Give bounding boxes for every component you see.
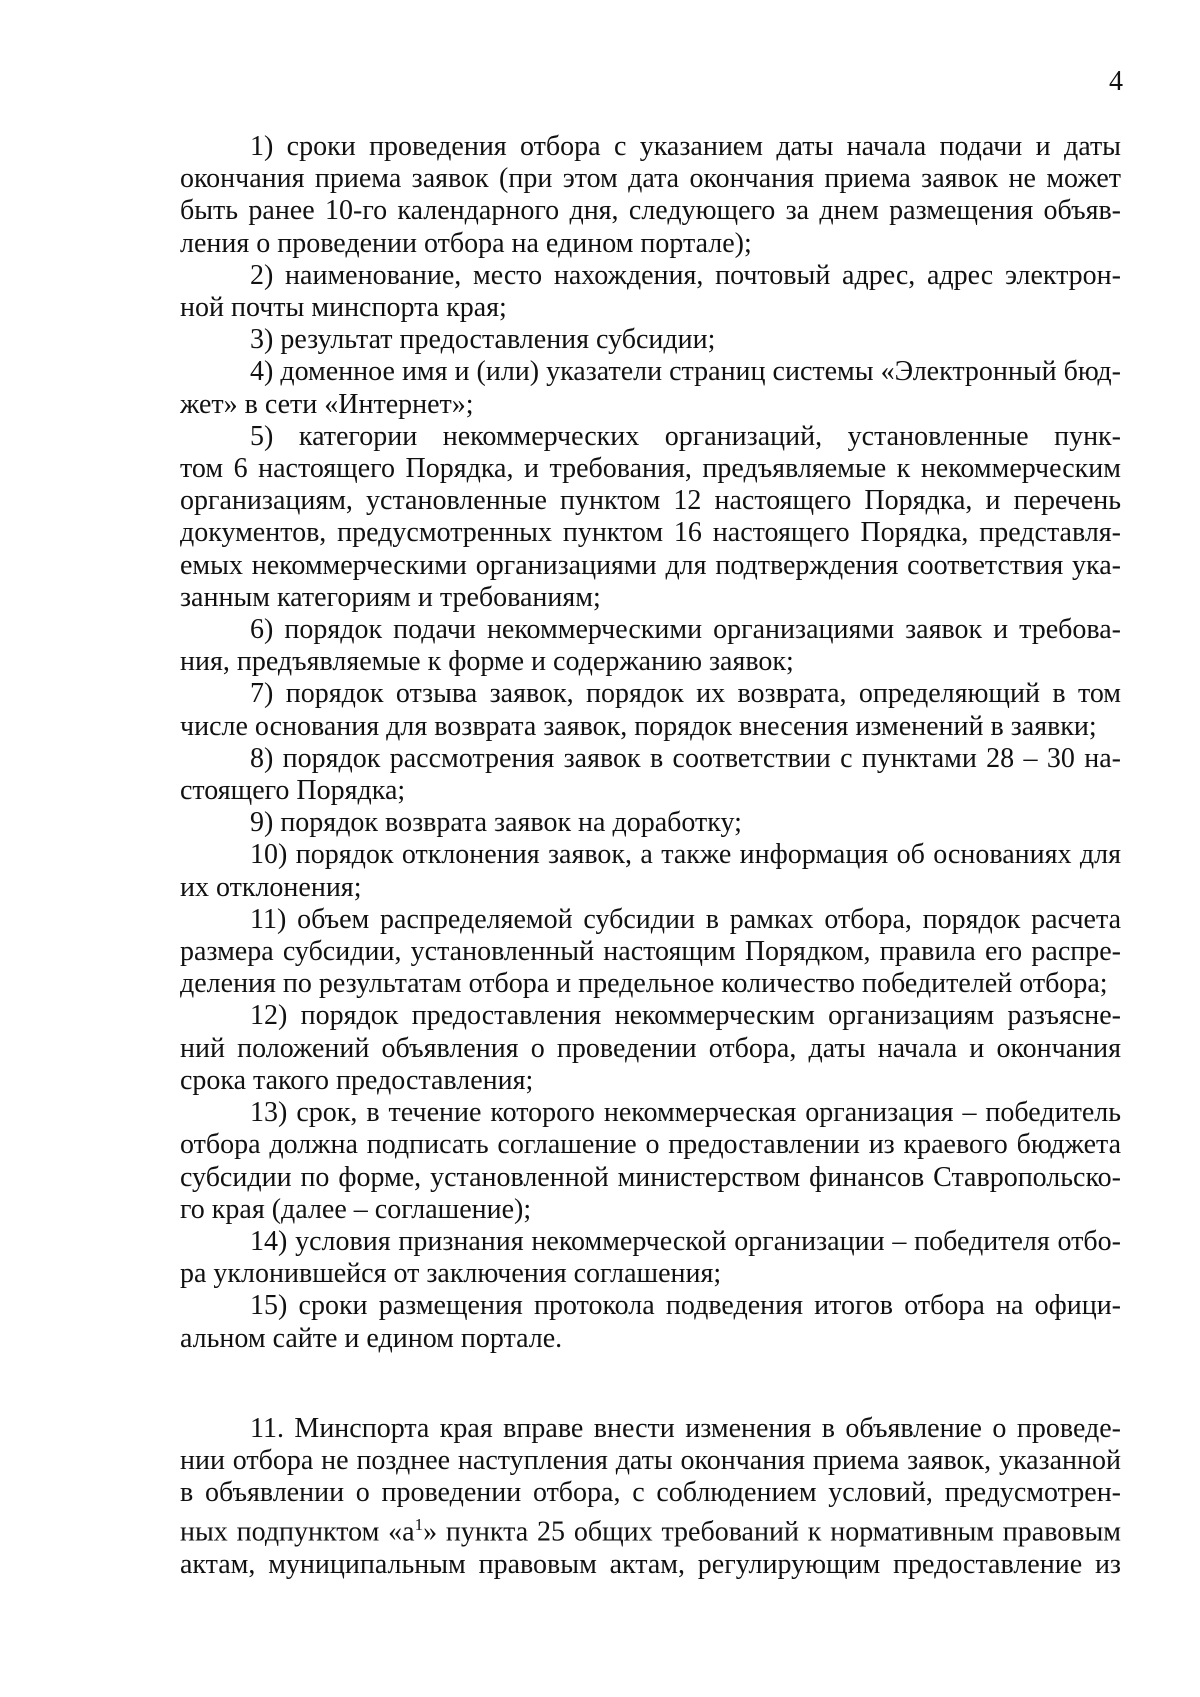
list-item [180,904,1121,1001]
text-line: 13) срок, в течение которого некоммерческая организация – победитель [250,1097,1121,1129]
text-line: альном сайте и едином портале. [180,1322,563,1354]
text-line: документов, предусмотренных пунктом 16 настоящего Порядка, представля- [180,517,1121,549]
text-line: стоящего Порядка; [180,775,406,807]
text-line: в объявлении о проведении отбора, с соблюдением условий, предусмотрен- [180,1477,1121,1509]
list-item [180,1000,1121,1097]
list-item [180,614,1121,678]
text-line: деления по результатам отбора и предельное количество победителей отбора; [180,968,1108,1000]
text-line: 14) условия признания некоммерческой организации – победителя отбо- [250,1225,1121,1257]
enumerated-list [180,131,1121,1355]
list-item [180,839,1121,903]
text-line: актам, муниципальным правовым актам, регулирующим предоставление из [180,1548,1121,1580]
text-line: 8) порядок рассмотрения заявок в соответствии с пунктами 28 – 30 на- [250,742,1121,774]
text-line: жет» в сети «Интернет»; [180,388,474,420]
text-line: 4) доменное имя и (или) указатели страниц системы «Электронный бюд- [250,356,1121,388]
text-line: отбора должна подписать соглашение о предоставлении из краевого бюджета [180,1129,1121,1161]
text-line: 11. Минспорта края вправе внести изменения в объявление о проведе- [250,1412,1121,1444]
list-item [180,1226,1121,1290]
text-line: 15) сроки размещения протокола подведения итогов отбора на офици- [250,1290,1121,1322]
text-line: го края (далее – соглашение); [180,1193,532,1225]
list-item [180,356,1121,420]
list-item [180,743,1121,807]
text-line: организациям, установленные пунктом 12 настоящего Порядка, и перечень [180,485,1121,517]
list-item [180,807,1121,839]
text-fragment: » пункта 25 общих требований к нормативным правовым [423,1516,1121,1548]
list-item [180,421,1121,614]
text-line: быть ранее 10-го календарного дня, следующего за днем размещения объяв- [180,195,1121,227]
list-item [180,260,1121,324]
text-line: 12) порядок предоставления некоммерческим организациям разъясне- [250,1000,1121,1032]
text-line: ния, предъявляемые к форме и содержанию заявок; [180,646,794,678]
text-line: нии отбора не позднее наступления даты окончания приема заявок, указанной [180,1444,1121,1476]
superscript: 1 [414,1515,424,1535]
text-line: 6) порядок подачи некоммерческими организациями заявок и требова- [250,614,1121,646]
text-line: занным категориям и требованиям; [180,581,601,613]
list-item [180,324,1121,356]
page-number: 4 [1109,66,1123,97]
text-line: субсидии по форме, установленной министерством финансов Ставропольско- [180,1161,1121,1193]
text-line: том 6 настоящего Порядка, и требования, предъявляемые к некоммерческим [180,453,1121,485]
text-line: ний положений объявления о проведении отбора, даты начала и окончания [180,1032,1121,1064]
document-body [180,131,1121,1581]
text-line: ной почты минспорта края; [180,292,507,324]
text-line: емых некоммерческими организациями для подтверждения соответствия ука- [180,549,1121,581]
paragraph-11 [180,1413,1121,1581]
text-line [180,1509,1121,1549]
text-line: 3) результат предоставления субсидии; [250,324,716,356]
text-line: 11) объем распределяемой субсидии в рамках отбора, порядок расчета [250,903,1121,935]
text-line: их отклонения; [180,871,362,903]
text-fragment: ных подпунктом «а [180,1516,415,1548]
text-line: 5) категории некоммерческих организаций, установленные пунк- [250,420,1121,452]
text-line: 9) порядок возврата заявок на доработку; [250,807,742,839]
text-line: размера субсидии, установленный настоящим Порядком, правила его распре- [180,936,1121,968]
list-item [180,131,1121,260]
paragraph-gap [180,1355,1121,1413]
text-line: ра уклонившейся от заключения соглашения; [180,1258,722,1290]
text-line: 7) порядок отзыва заявок, порядок их возврата, определяющий в том [250,678,1121,710]
text-line: 2) наименование, место нахождения, почтовый адрес, адрес электрон- [250,259,1121,291]
list-item [180,1097,1121,1226]
text-line: 10) порядок отклонения заявок, а также информация об основаниях для [250,839,1121,871]
text-line: 1) сроки проведения отбора с указанием даты начала подачи и даты [250,131,1121,162]
list-item [180,1290,1121,1354]
list-item [180,678,1121,742]
text-line: числе основания для возврата заявок, порядок внесения изменений в заявки; [180,710,1097,742]
text-line: срока такого предоставления; [180,1064,534,1096]
text-line: окончания приема заявок (при этом дата окончания приема заявок не может [180,163,1121,195]
text-line: ления о проведении отбора на едином портале); [180,227,752,259]
